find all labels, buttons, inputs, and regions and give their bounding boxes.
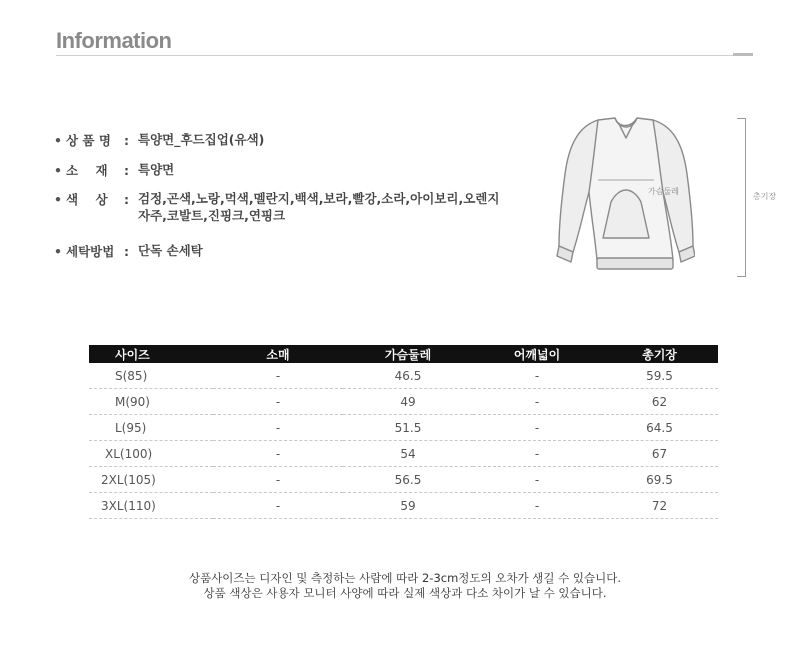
table-row: [89, 493, 718, 519]
notice-line-size: 상품사이즈는 디자인 및 측정하는 사람에 따라 2-3cm정도의 오차가 생길 수 있습니다.: [188, 571, 621, 585]
bullet-icon: •: [54, 163, 62, 178]
cell-shoulder: -: [473, 441, 601, 467]
cell-chest: 56.5: [343, 467, 473, 493]
info-label: 색 상: [66, 192, 108, 207]
info-label: 세탁방법: [66, 244, 115, 259]
cell-chest: 59: [343, 493, 473, 519]
size-table-header: [89, 345, 718, 363]
header-size: 사이즈: [89, 345, 213, 363]
cell-chest: 51.5: [343, 415, 473, 441]
info-value: 단독 손세탁: [138, 243, 203, 258]
table-row: [89, 441, 718, 467]
cell-length: 62: [601, 389, 718, 415]
cell-sleeve: -: [213, 441, 343, 467]
length-measure-bracket: [737, 118, 746, 277]
table-row: [89, 363, 718, 389]
info-row-washing: [54, 242, 203, 260]
info-row-material: [54, 161, 174, 179]
header-chest: 가슴둘레: [343, 345, 473, 363]
table-row: [89, 415, 718, 441]
info-colon: :: [124, 133, 129, 148]
info-label: 소 재: [66, 163, 108, 178]
bullet-icon: •: [54, 244, 62, 259]
color-list-line-1: 검정,곤색,노랑,먹색,멜란지,백색,보라,빨강,소라,아이보리,오렌지: [138, 191, 500, 206]
cell-sleeve: -: [213, 389, 343, 415]
notice-text: [0, 571, 810, 601]
section-title: Information: [56, 28, 172, 53]
cell-shoulder: -: [473, 363, 601, 389]
header-length: 총기장: [601, 345, 718, 363]
cell-sleeve: -: [213, 363, 343, 389]
cell-chest: 54: [343, 441, 473, 467]
cell-size: S(85): [89, 363, 213, 389]
info-row-colors: [54, 190, 499, 224]
info-row-product-name: [54, 131, 264, 149]
table-row: [89, 467, 718, 493]
title-divider-accent: [733, 53, 753, 56]
cell-size: L(95): [89, 415, 213, 441]
cell-sleeve: -: [213, 467, 343, 493]
cell-sleeve: -: [213, 415, 343, 441]
info-label: 상 품 명: [66, 133, 111, 148]
cell-size: XL(100): [89, 441, 213, 467]
cell-length: 64.5: [601, 415, 718, 441]
info-value: 특양면: [138, 162, 175, 177]
info-value: 특양면_후드집업(유색): [138, 132, 265, 147]
header-shoulder: 어깨넓이: [473, 345, 601, 363]
cell-chest: 46.5: [343, 363, 473, 389]
cell-length: 67: [601, 441, 718, 467]
length-measure-label: 총기장: [753, 192, 777, 201]
cell-shoulder: -: [473, 493, 601, 519]
info-colon: :: [124, 163, 129, 178]
cell-shoulder: -: [473, 467, 601, 493]
chest-measure-label: 가슴둘레: [648, 187, 679, 196]
cell-chest: 49: [343, 389, 473, 415]
cell-length: 59.5: [601, 363, 718, 389]
info-colon: :: [124, 244, 129, 259]
info-colon: :: [124, 192, 129, 207]
cell-length: 69.5: [601, 467, 718, 493]
cell-length: 72: [601, 493, 718, 519]
cell-size: 2XL(105): [89, 467, 213, 493]
color-list-line-2: 자주,코발트,진핑크,연핑크: [138, 208, 286, 223]
info-value: [138, 190, 499, 224]
bullet-icon: •: [54, 133, 62, 148]
cell-shoulder: -: [473, 389, 601, 415]
table-row: [89, 389, 718, 415]
cell-size: 3XL(110): [89, 493, 213, 519]
bullet-icon: •: [54, 192, 62, 207]
cell-sleeve: -: [213, 493, 343, 519]
title-divider: [56, 55, 753, 56]
size-table: [89, 345, 718, 519]
notice-line-color: 상품 색상은 사용자 모니터 사양에 따라 실제 색상과 다소 차이가 날 수 있습니다.: [203, 586, 607, 600]
cell-shoulder: -: [473, 415, 601, 441]
header-sleeve: 소매: [213, 345, 343, 363]
cell-size: M(90): [89, 389, 213, 415]
